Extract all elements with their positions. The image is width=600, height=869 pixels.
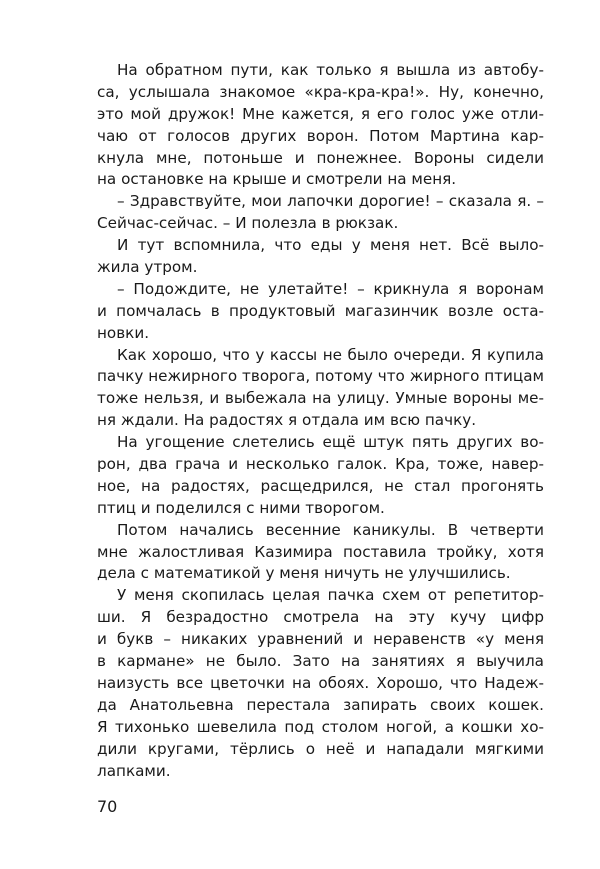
text-line: лапками. (97, 761, 171, 780)
text-line: наизусть все цветочки на обоях. Хорошо, что Надеж- (97, 673, 544, 692)
paragraph (97, 585, 544, 782)
paragraph (97, 191, 544, 235)
text-line: новки. (97, 323, 150, 342)
text-line: дили кругами, тёрлись о неё и нападали мягкими (97, 739, 544, 758)
paragraph (97, 520, 544, 586)
text-line: ши. Я безрадостно смотрела на эту кучу цифр (97, 608, 544, 627)
text-line: На угощение слетелись ещё штук пять других во- (117, 433, 544, 452)
text-line: мне жалостливая Казимира поставила тройку, хотя (97, 542, 544, 561)
paragraph (97, 432, 544, 520)
text-line: птиц и поделился с ними творогом. (97, 498, 385, 517)
text-line: в кармане» не было. Зато на занятиях я выучила (97, 652, 544, 671)
text-line: Потом начались весенние каникулы. В четверти (117, 520, 544, 539)
text-line: пачку нежирного творога, потому что жирного птицам (97, 367, 544, 386)
page-number: 70 (97, 797, 118, 816)
text-line: са, услышала знакомое «кра-кра-кра!». Ну, конечно, (97, 82, 544, 101)
text-line: тоже нельзя, и выбежала на улицу. Умные вороны ме- (97, 389, 544, 408)
text-line: ня ждали. На радостях я отдала им всю пачку. (97, 411, 477, 430)
text-line: жила утром. (97, 258, 198, 277)
paragraph (97, 279, 544, 345)
paragraph (97, 345, 544, 433)
text-line: У меня скопилась целая пачка схем от репетитор- (117, 586, 544, 605)
text-line: Как хорошо, что у кассы не было очереди. Я купила (117, 345, 544, 364)
text-line: Я тихонько шевелила под столом ногой, а кошки хо- (97, 717, 544, 736)
text-line: кнула мне, потоньше и понежнее. Вороны сидели (97, 148, 544, 167)
text-line: И тут вспомнила, что еды у меня нет. Всё выло- (117, 236, 544, 255)
text-line: да Анатольевна перестала запирать своих кошек. (97, 695, 544, 714)
text-line: это мой дружок! Мне кажется, я его голос уже отли- (97, 104, 544, 123)
text-line: ное, на радостях, расщедрился, не стал прогонять (97, 476, 544, 495)
text-line: и букв – никаких уравнений и неравенств «у меня (97, 630, 544, 649)
text-line: Сейчас-сейчас. – И полезла в рюкзак. (97, 214, 399, 233)
paragraph (97, 235, 544, 279)
text-line: на остановке на крыше и смотрели на меня. (97, 170, 457, 189)
page-body-text (97, 60, 544, 782)
text-line: и помчалась в продуктовый магазинчик возле оста- (97, 301, 544, 320)
text-line: – Здравствуйте, мои лапочки дорогие! – сказала я. – (117, 192, 544, 211)
text-line: рон, два грача и несколько галок. Кра, тоже, навер- (97, 455, 544, 474)
text-line: чаю от голосов других ворон. Потом Мартина кар- (97, 126, 544, 145)
text-line: – Подождите, не улетайте! – крикнула я воронам (117, 279, 544, 298)
paragraph (97, 60, 544, 191)
text-line: На обратном пути, как только я вышла из автобу- (117, 61, 544, 79)
text-line: дела с математикой у меня ничуть не улучшились. (97, 564, 511, 583)
